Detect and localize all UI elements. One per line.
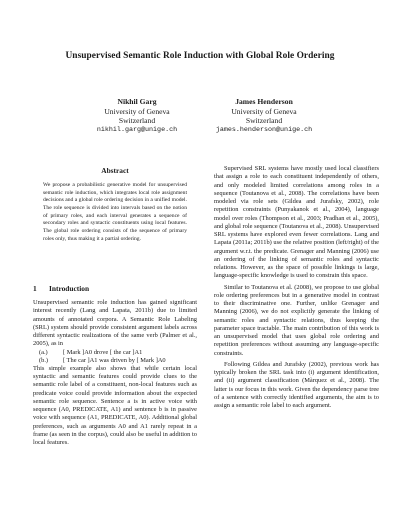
example-item — [39, 349, 197, 357]
example-text: [ Mark ]A0 drove [ the car ]A1 — [63, 348, 143, 356]
intro-paragraph-1: Unsupervised semantic role induction has gained significant interest recently (Lang and Lapata, 2011b) due to limited amounts of annotated corpora. A Semantic Role Labeling (SRL) system should provide consistent argument labels across different syntactic realizations of the same verb (Palmer et al., 2005), as in — [33, 299, 197, 348]
section-heading — [33, 284, 197, 299]
abstract-heading: Abstract — [101, 166, 129, 175]
section-title: Introduction — [49, 284, 90, 293]
author-affiliation: University of Geneva — [104, 106, 170, 116]
intro-paragraph-2: This simple example also shows that while certain local syntactic and semantic features could provide clues to the semantic role label of a constituent, non-local features such as predicate voice could provide information about the expected semantic role sequence. Sentence a is in active voice with sequence (A0, PREDICATE, A1) and sentence b is in passive voice with sequence (A1, PREDICATE, A0). Additional global preferences, such as arguments A0 and A1 rarely repeat in a frame (as seen in the corpus), could also be useful in addition to local features. — [33, 364, 197, 447]
author-email: nikhil.garg@unige.ch — [96, 125, 178, 134]
left-column — [33, 165, 197, 447]
author-country: Switzerland — [118, 116, 156, 126]
body-paragraph-1: Supervised SRL systems have mostly used local classifiers that assign a role to each constituent independently of others, and only modeled limited correlations among roles in a sequence (Toutanova et al., 2008). The correlations have been modeled via role sets (Gildea and Jurafsky, 2002), role repetition constraints (Punyakanok et al., 2004), language model over roles (Thompson et al., 2003; Pradhan et al., 2005), and global role sequence (Toutanova et al., 2008). Unsupervised SRL systems have explored even fewer correlations. Lang and Lapata (2011a; 2011b) use the relative position (left/right) of the argument w.r.t. the predicate. Grenager and Manning (2006) use an ordering of the linking of semantic roles and syntactic relations. However, as the space of possible linkings is large, language-specific knowledge is used to constrain this space. — [214, 165, 379, 280]
example-item — [39, 357, 197, 365]
author-block-2 — [189, 97, 339, 135]
example-label: (a.) — [39, 348, 48, 356]
paper-title: Unsupervised Semantic Role Induction with Global Role Ordering — [65, 51, 335, 61]
author-email: james.henderson@unige.ch — [215, 125, 313, 134]
example-text: [ The car ]A1 was driven by [ Mark ]A0 — [63, 356, 166, 364]
author-name: Nikhil Garg — [117, 97, 157, 106]
body-paragraph-2: Similar to Toutanova et al. (2008), we propose to use global role ordering preferences but in a generative model in contrast to their discriminative one. Further, unlike Grenager and Manning (2006), we do not explicitly generate the linking of semantic roles and syntactic relations, thus keeping the parameter space tractable. The main contribution of this work is an unsupervised model that uses global role ordering and repetition preferences without assuming any language-specific constraints. — [214, 283, 379, 357]
body-paragraph-3: Following Gildea and Jurafsky (2002), previous work has typically broken the SRL task into (i) argument identification, and (ii) argument classification (Màrquez et al., 2008). The latter is our focus in this work. Given the dependency parse tree of a sentence with correctly identified arguments, the aim is to assign a semantic role label to each argument. — [214, 360, 379, 409]
example-list — [33, 349, 197, 365]
author-name: James Henderson — [235, 97, 293, 106]
section-number: 1 — [33, 284, 37, 293]
right-column — [214, 165, 379, 410]
example-label: (b.) — [39, 356, 49, 364]
author-affiliation: University of Geneva — [231, 106, 297, 116]
author-country: Switzerland — [245, 116, 283, 126]
abstract-text: We propose a probabilistic generative model for unsupervised semantic role induction, which integrates local role assignment decisions and a global role ordering decision in a unified model. The role sequence is divided into intervals based on the notion of primary roles, and each interval generates a sequence of secondary roles and syntactic constituents using local features. The global role ordering consists of the sequence of primary roles only, thus making it a partial ordering. — [43, 182, 187, 242]
